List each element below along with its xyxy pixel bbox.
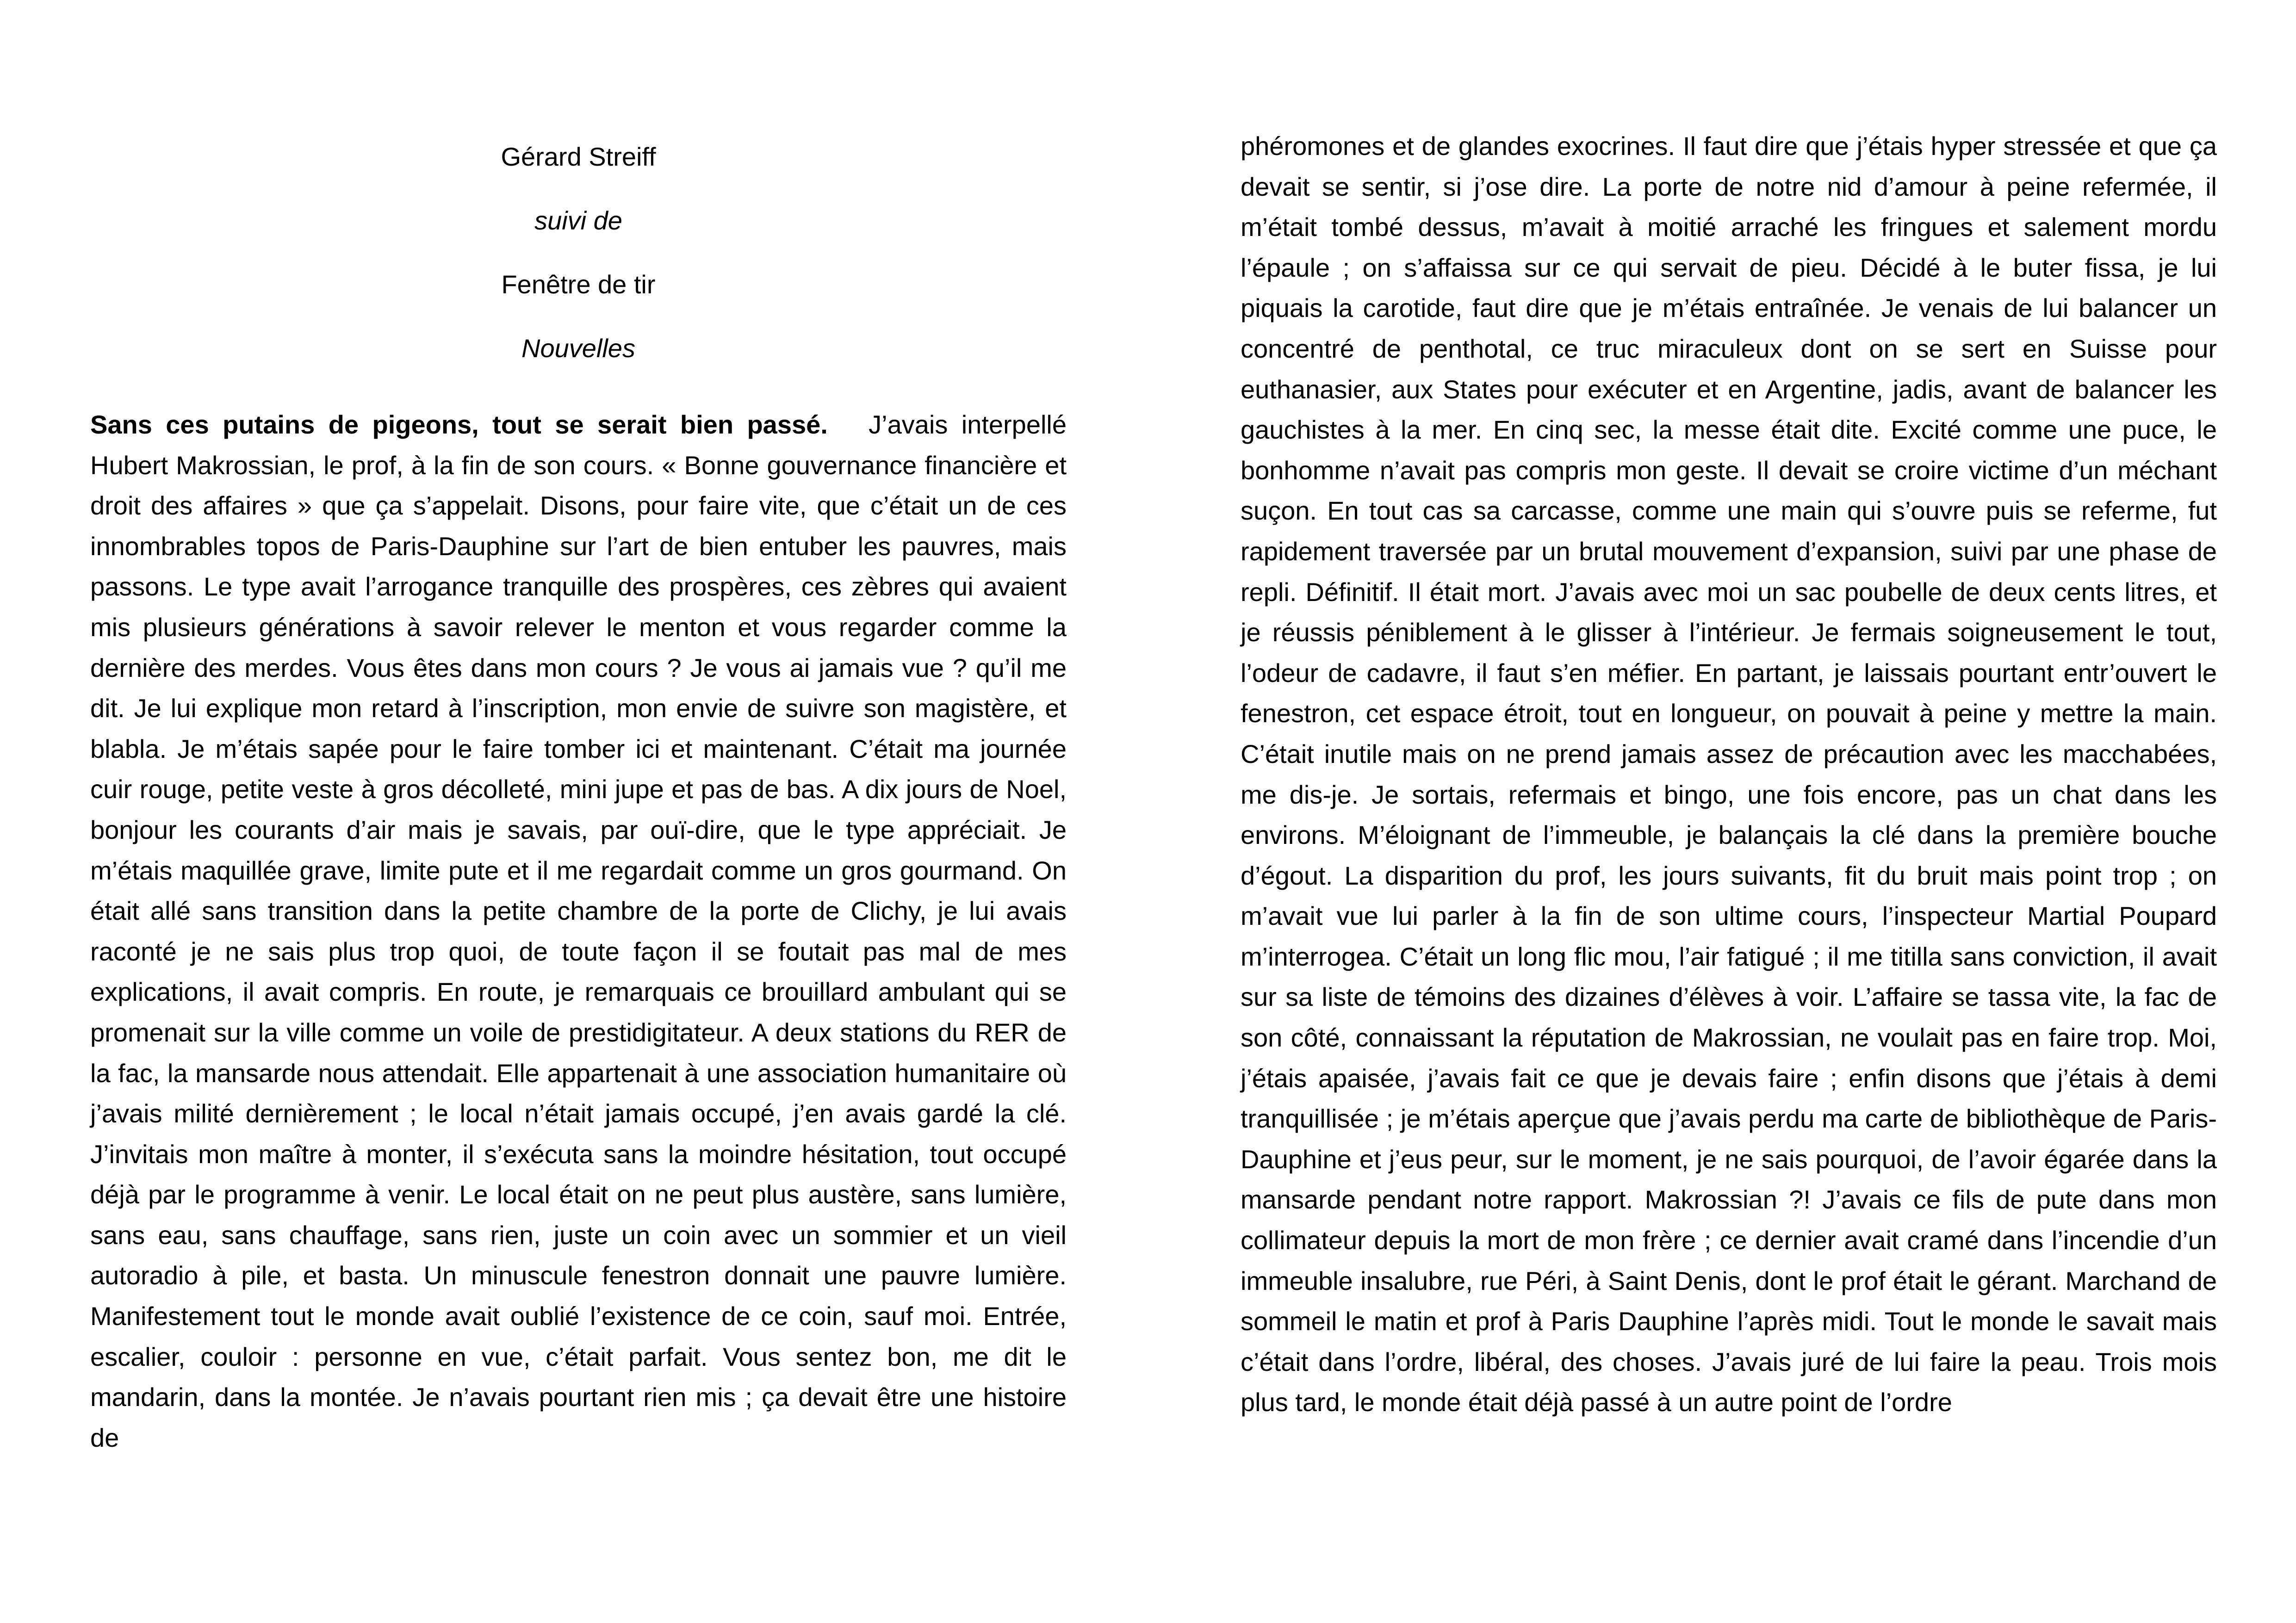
- title-block: [90, 125, 1067, 380]
- left-body-text: J’avais interpellé Hubert Makrossian, le prof, à la fin de son cours. « Bonne gouvernance financière et droit des affaires » que ça s’appelait. Disons, pour faire vite, que c’était un de ces innombrables topos de Paris-Dauphine sur l’art de bien entuber les pauvres, mais passons. Le type avait l’arrogance tranquille des prospères, ces zèbres qui avaient mis plusieurs générations à savoir relever le menton et vous regarder comme la dernière des merdes. Vous êtes dans mon cours ? Je vous ai jamais vue ? qu’il me dit. Je lui explique mon retard à l’inscription, mon envie de suivre son magistère, et blabla. Je m’étais sapée pour le faire tomber ici et maintenant. C’était ma journée cuir rouge, petite veste à gros décolleté, mini jupe et pas de bas. A dix jours de Noel, bonjour les courants d’air mais je savais, par ouï-dire, que le type appréciait. Je m’étais maquillée grave, limite pute et il me regardait comme un gros gourmand. On était allé sans transition dans la petite chambre de la porte de Clichy, je lui avais raconté je ne sais plus trop quoi, de toute façon il se foutait pas mal de mes explications, il avait compris. En route, je remarquais ce brouillard ambulant qui se promenait sur la ville comme un voile de prestidigitateur. A deux stations du RER de la fac, la mansarde nous attendait. Elle appartenait à une association humanitaire où j’avais milité dernièrement ; le local n’était jamais occupé, j’en avais gardé la clé. J’invitais mon maître à monter, il s’exécuta sans la moindre hésitation, tout occupé déjà par le programme à venir. Le local était on ne peut plus austère, sans lumière, sans eau, sans chauffage, sans rien, juste un coin avec un sommier et un vieil autoradio à pile, et basta. Un minuscule fenestron donnait une pauvre lumière. Manifestement tout le monde avait oublié l’existence de ce coin, sauf moi. Entrée, escalier, couloir : personne en vue, c’était parfait. Vous sentez bon, me dit le mandarin, dans la montée. Je n’avais pourtant rien mis ; ça devait être une histoire de: [90, 410, 1067, 1452]
- suivi-de-label: suivi de: [534, 206, 622, 235]
- second-title: Fenêtre de tir: [501, 270, 656, 299]
- right-page: [1148, 0, 2296, 1623]
- lead-sentence: Sans ces putains de pigeons, tout se serait bien passé.: [90, 410, 828, 439]
- genre-label: Nouvelles: [521, 334, 635, 363]
- right-body-text: phéromones et de glandes exocrines. Il faut dire que j’étais hyper stressée et que ça devait se sentir, si j’ose dire. La porte de notre nid d’amour à peine refermée, il m’était tombé dessus, m’avait à moitié arraché les fringues et salement mordu l’épaule ; on s’affaissa sur ce qui servait de pieu. Décidé à le buter fissa, je lui piquais la carotide, faut dire que je m’étais entraînée. Je venais de lui balancer un concentré de penthotal, ce truc miraculeux dont on se sert en Suisse pour euthanasier, aux States pour exécuter et en Argentine, jadis, avant de balancer les gauchistes à la mer. En cinq sec, la messe était dite. Excité comme une puce, le bonhomme n’avait pas compris mon geste. Il devait se croire victime d’un méchant suçon. En tout cas sa carcasse, comme une main qui s’ouvre puis se referme, fut rapidement traversée par un brutal mouvement d’expansion, suivi par une phase de repli. Définitif. Il était mort. J’avais avec moi un sac poubelle de deux cents litres, et je réussis péniblement à le glisser à l’intérieur. Je fermais soigneusement le tout, l’odeur de cadavre, il faut s’en méfier. En partant, je laissais pourtant entr’ouvert le fenestron, cet espace étroit, tout en longueur, on pouvait à peine y mettre la main. C’était inutile mais on ne prend jamais assez de précaution avec les macchabées, me dis-je. Je sortais, refermais et bingo, une fois encore, pas un chat dans les environs. M’éloignant de l’immeuble, je balançais la clé dans la première bouche d’égout. La disparition du prof, les jours suivants, fit du bruit mais point trop ; on m’avait vue lui parler à la fin de son ultime cours, l’inspecteur Martial Poupard m’interrogea. C’était un long flic mou, l’air fatigué ; il me titilla sans conviction, il avait sur sa liste de témoins des dizaines d’élèves à voir. L’affaire se tassa vite, la fac de son côté, connaissant la réputation de Makrossian, ne voulait pas en faire trop. Moi, j’étais apaisée, j’avais fait ce que je devais faire ; enfin disons que j’étais à demi tranquillisée ; je m’étais aperçue que j’avais perdu ma carte de bibliothèque de Paris-Dauphine et j’eus peur, sur le moment, je ne sais pourquoi, de l’avoir égarée dans la mansarde pendant notre rapport. Makrossian ?! J’avais ce fils de pute dans mon collimateur depuis la mort de mon frère ; ce dernier avait cramé dans l’incendie d’un immeuble insalubre, rue Péri, à Saint Denis, dont le prof était le gérant. Marchand de sommeil le matin et prof à Paris Dauphine l’après midi. Tout le monde le savait mais c’était dans l’ordre, libéral, des choses. J’avais juré de lui faire la peau. Trois mois plus tard, le monde était déjà passé à un autre point de l’ordre: [1241, 131, 2217, 1417]
- left-body-paragraph: [90, 404, 1067, 1458]
- right-body-paragraph: [1241, 126, 2217, 1423]
- author-name: Gérard Streiff: [501, 142, 656, 171]
